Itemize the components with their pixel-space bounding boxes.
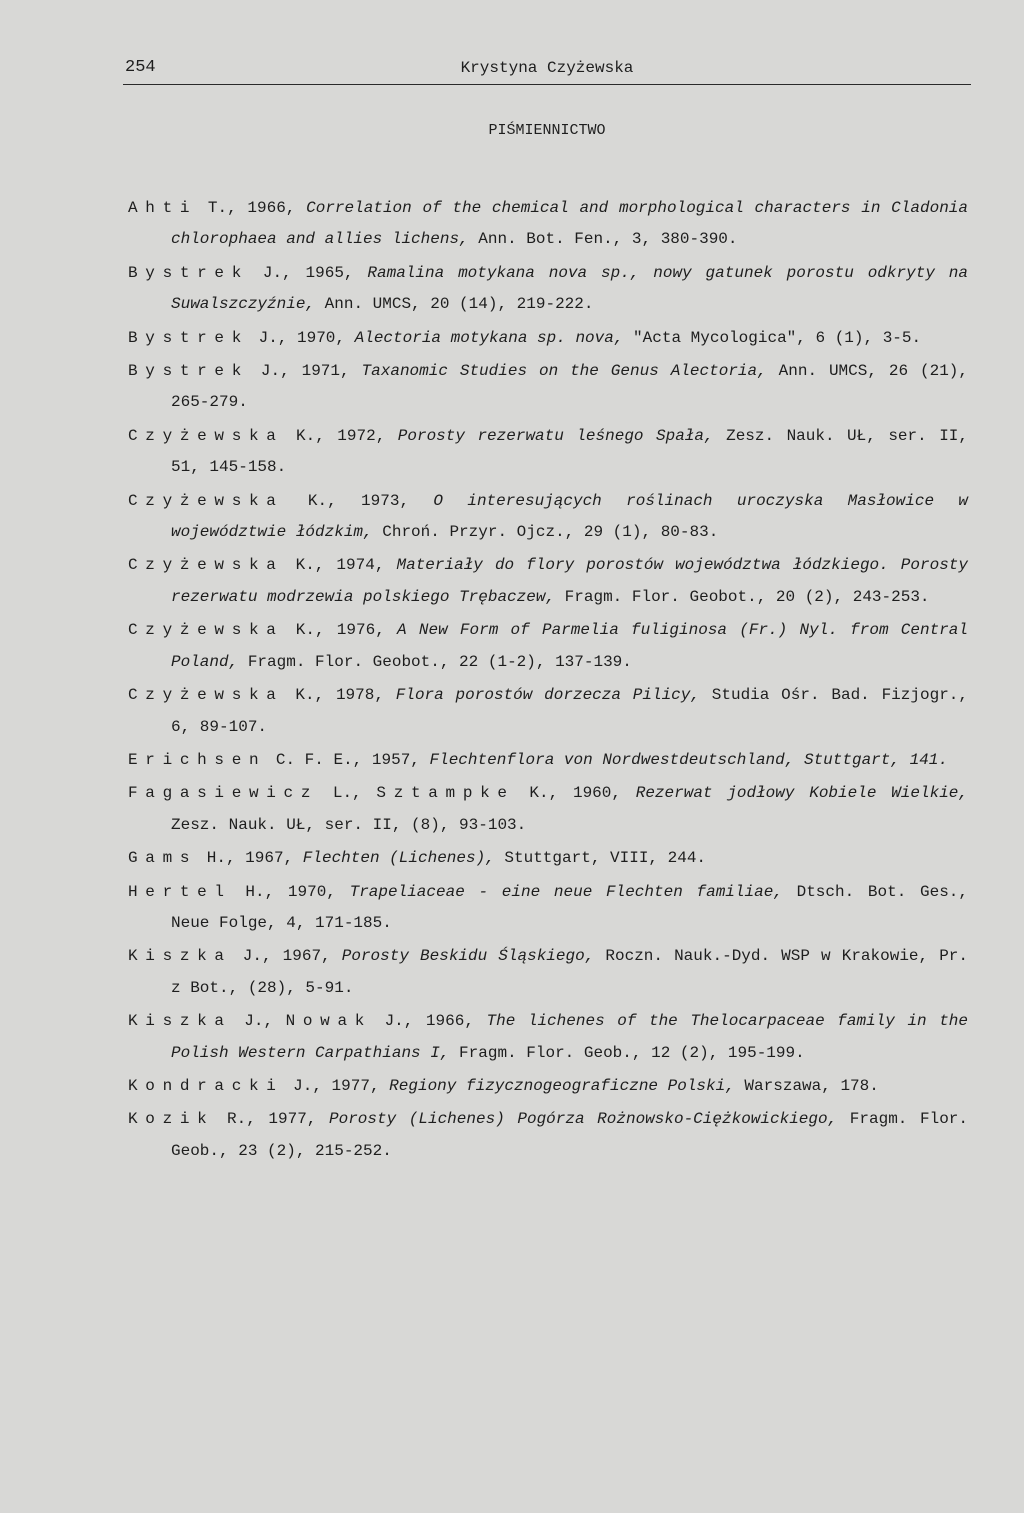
reference-source: "Acta Mycologica", 6 (1), 3-5.: [623, 328, 922, 347]
reference-title: The lichenes of the Thelocarpaceae family in the Polish Western Carpathians I,: [171, 1012, 969, 1062]
reference-item: [128, 193, 968, 256]
reference-author: Czyżewska: [128, 426, 284, 445]
reference-source: Roczn. Nauk.-Dyd. WSP w Krakowie, Pr. z Bot., (28), 5-91.: [171, 947, 969, 997]
reference-details: J., 1966,: [372, 1012, 487, 1031]
reference-title: Regiony fizycznogeograficzne Polski,: [389, 1076, 735, 1095]
running-head: Krystyna Czyżewska: [460, 59, 634, 77]
reference-title: Porosty Beskidu Śląskiego,: [341, 947, 595, 966]
reference-title: Materiały do flory porostów województwa łódzkiego. Porosty rezerwatu modrzewia polskiego Trębaczew,: [171, 556, 968, 606]
reference-author: Kiszka: [128, 947, 232, 966]
reference-coauthor: Nowak: [285, 1012, 373, 1031]
reference-details: J.,: [231, 1012, 286, 1031]
reference-source: Stuttgart, VIII, 244.: [494, 849, 707, 868]
reference-item: [128, 486, 968, 549]
page-header: [123, 56, 971, 85]
reference-title: Correlation of the chemical and morphological characters in Cladonia chlorophaea and allies lichens,: [171, 199, 968, 249]
reference-source: Dtsch. Bot. Ges., Neue Folge, 4, 171-185.: [171, 882, 968, 932]
reference-item: [128, 745, 968, 776]
reference-item: [128, 1006, 968, 1069]
reference-list: [128, 193, 968, 1169]
reference-author: Czyżewska: [128, 491, 284, 510]
reference-details: L.,: [318, 784, 377, 803]
reference-source: Fragm. Flor. Geob., 12 (2), 195-199.: [449, 1043, 805, 1062]
reference-source: Fragm. Flor. Geobot., 20 (2), 243-253.: [555, 587, 930, 606]
reference-details: R., 1977,: [214, 1110, 329, 1129]
reference-title: Porosty (Lichenes) Pogórza Rożnowsko-Ciężkowickiego,: [328, 1110, 838, 1129]
reference-author: Bystrek: [128, 362, 249, 381]
reference-author: Gams: [128, 849, 198, 868]
reference-coauthor: Sztampke: [376, 784, 515, 803]
reference-title: Flechtenflora von Nordwestdeutschland, Stuttgart, 141.: [429, 750, 948, 769]
reference-author: Kiszka: [128, 1012, 232, 1031]
reference-title: Trapeliaceae - eine neue Flechten familiae,: [349, 882, 783, 901]
reference-details: J., 1965,: [248, 263, 368, 282]
reference-item: [128, 550, 968, 613]
reference-item: [128, 1104, 968, 1167]
reference-item: [128, 323, 968, 354]
reference-source: Warszawa, 178.: [734, 1076, 879, 1095]
reference-author: Bystrek: [128, 328, 249, 347]
reference-details: T., 1966,: [197, 199, 307, 217]
reference-author: Czyżewska: [128, 556, 284, 575]
reference-details: K., 1978,: [283, 686, 396, 705]
reference-title: Flechten (Lichenes),: [302, 849, 495, 868]
reference-author: Fagasiewicz: [128, 784, 319, 803]
reference-item: [128, 941, 968, 1004]
reference-item: [128, 615, 968, 678]
reference-item: [128, 1071, 968, 1102]
reference-author: Czyżewska: [128, 621, 284, 640]
reference-source: Fragm. Flor. Geobot., 22 (1-2), 137-139.: [238, 652, 632, 671]
reference-title: Rezerwat jodłowy Kobiele Wielkie,: [635, 784, 968, 803]
reference-title: Flora porostów dorzecza Pilicy,: [395, 686, 700, 705]
page-number: 254: [125, 58, 156, 77]
reference-details: J., 1977,: [283, 1076, 390, 1095]
section-title: PIŚMIENNICTWO: [488, 122, 606, 139]
reference-details: H., 1970,: [231, 882, 350, 901]
reference-details: H., 1967,: [197, 849, 303, 868]
reference-details: K., 1974,: [283, 556, 397, 575]
reference-source: Ann. UMCS, 20 (14), 219-222.: [315, 295, 594, 314]
reference-source: Chroń. Przyr. Ojcz., 29 (1), 80-83.: [372, 523, 719, 542]
reference-source: Zesz. Nauk. UŁ, ser. II, 51, 145-158.: [171, 426, 968, 477]
reference-item: [128, 843, 968, 874]
reference-details: K., 1976,: [283, 621, 398, 640]
reference-details: J., 1971,: [248, 362, 362, 381]
reference-item: [128, 680, 968, 743]
reference-details: J., 1967,: [231, 947, 342, 966]
reference-title: Alectoria motykana sp. nova,: [354, 328, 624, 347]
reference-title: Ramalina motykana nova sp., nowy gatunek porostu odkryty na Suwalszczyźnie,: [171, 263, 968, 314]
reference-author: Hertel: [128, 882, 232, 901]
reference-details: K., 1973,: [283, 491, 434, 510]
reference-title: Taxanomic Studies on the Genus Alectoria,: [361, 362, 767, 381]
reference-source: Fragm. Flor. Geob., 23 (2), 215-252.: [171, 1110, 968, 1160]
reference-author: Czyżewska: [128, 686, 284, 705]
reference-source: Ann. UMCS, 26 (21), 265-279.: [171, 362, 968, 412]
reference-details: K., 1960,: [514, 784, 636, 803]
reference-source: Zesz. Nauk. UŁ, ser. II, (8), 93-103.: [171, 815, 527, 834]
reference-title: Porosty rezerwatu leśnego Spała,: [397, 426, 714, 445]
reference-author: Kondracki: [128, 1076, 284, 1095]
reference-item: [128, 258, 968, 321]
reference-title: A New Form of Parmelia fuliginosa (Fr.) Nyl. from Central Poland,: [171, 621, 968, 671]
reference-author: Bystrek: [128, 263, 249, 282]
reference-details: K., 1972,: [283, 426, 398, 445]
reference-details: C. F. E., 1957,: [266, 750, 430, 769]
reference-author: Ahti: [128, 199, 198, 217]
reference-item: [128, 356, 968, 419]
reference-title: O interesujących roślinach uroczyska Masłowice w województwie łódzkim,: [171, 491, 969, 542]
reference-item: [128, 778, 968, 841]
reference-item: [128, 421, 968, 484]
reference-source: Studia Ośr. Bad. Fizjogr., 6, 89-107.: [171, 686, 968, 736]
reference-author: Kozik: [128, 1110, 215, 1129]
reference-author: Erichsen: [128, 750, 267, 769]
reference-details: J., 1970,: [248, 328, 355, 347]
reference-item: [128, 877, 968, 940]
reference-source: Ann. Bot. Fen., 3, 380-390.: [468, 230, 738, 249]
